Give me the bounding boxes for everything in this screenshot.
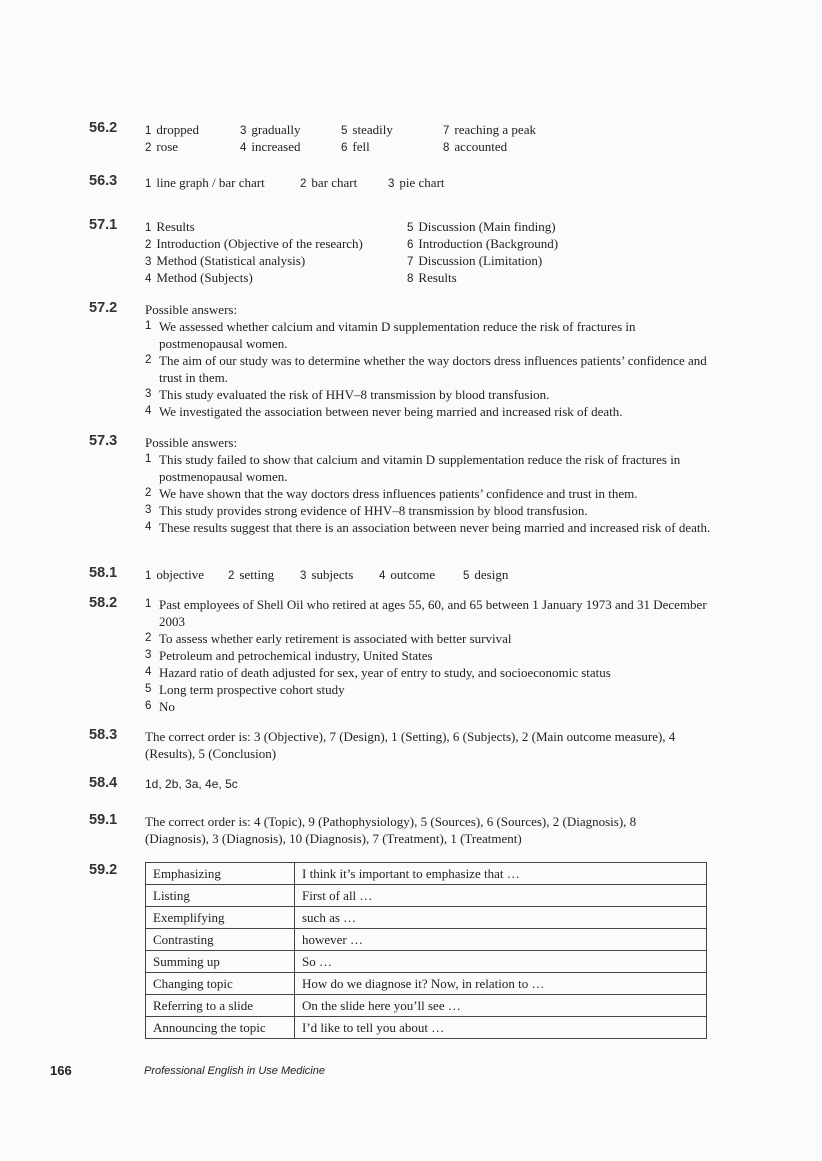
list-item: 1 We assessed whether calcium and vitamin D supplementation reduce the risk of fractures in postmenopausal women. bbox=[145, 319, 636, 351]
answer: 7 Discussion (Limitation) bbox=[407, 253, 543, 268]
answer: 7 reaching a peak bbox=[443, 122, 536, 137]
table-row: Referring to a slide On the slide here you’ll see … bbox=[146, 995, 707, 1017]
phrases-table bbox=[145, 862, 707, 1039]
section-number: 58.1 bbox=[89, 565, 118, 581]
list-item: 2 The aim of our study was to determine whether the way doctors dress influences patients’ confidence and trust in them. bbox=[145, 353, 707, 385]
answer-text: The correct order is: 4 (Topic), 9 (Pathophysiology), 5 (Sources), 6 (Sources), 2 (Diagnosis), 8 (Diagnosis), 3 (Diagnosis), 10 (Diagnosis), 7 (Treatment), 1 (Treatment) bbox=[145, 814, 637, 846]
section-number: 57.1 bbox=[89, 217, 118, 233]
answer: 8 accounted bbox=[443, 139, 508, 154]
section-number: 56.3 bbox=[89, 173, 118, 189]
answer: 4 Method (Subjects) bbox=[145, 270, 253, 285]
table-row: Exemplifying such as … bbox=[146, 907, 707, 929]
answer: 2 rose bbox=[145, 139, 179, 154]
answer: 4 outcome bbox=[379, 567, 436, 582]
answer: 2 setting bbox=[228, 567, 275, 582]
list-item: 3 This study evaluated the risk of HHV–8 transmission by blood transfusion. bbox=[145, 387, 550, 402]
book-title: Professional English in Use Medicine bbox=[144, 1065, 325, 1077]
list-item: 3 This study provides strong evidence of HHV–8 transmission by blood transfusion. bbox=[145, 503, 588, 518]
list-item: 4 We investigated the association between never being married and increased risk of death. bbox=[145, 404, 623, 419]
list-item: 4 Hazard ratio of death adjusted for sex, year of entry to study, and socioeconomic status bbox=[145, 665, 611, 680]
answer-text: The correct order is: 3 (Objective), 7 (Design), 1 (Setting), 6 (Subjects), 2 (Main outcome measure), 4 (Results), 5 (Conclusion) bbox=[145, 729, 676, 761]
section-number: 57.2 bbox=[89, 300, 118, 316]
intro-text: Possible answers: bbox=[145, 302, 238, 317]
answer: 5 design bbox=[463, 567, 509, 582]
answer: 3 pie chart bbox=[388, 175, 445, 190]
list-item: 5 Long term prospective cohort study bbox=[145, 682, 345, 697]
answer: 6 Introduction (Background) bbox=[407, 236, 559, 251]
table-row: Contrasting however … bbox=[146, 929, 707, 951]
table-row: Emphasizing I think it’s important to emphasize that … bbox=[146, 863, 707, 885]
answer: 5 Discussion (Main finding) bbox=[407, 219, 556, 234]
list-item: 1 Past employees of Shell Oil who retired at ages 55, 60, and 65 between 1 January 1973 and 31 December 2003 bbox=[145, 597, 707, 629]
answer: 1 objective bbox=[145, 567, 205, 582]
section-number: 59.1 bbox=[89, 812, 118, 828]
section-number: 59.2 bbox=[89, 862, 118, 878]
answer: 8 Results bbox=[407, 270, 457, 285]
answer-text: 1d, 2b, 3a, 4e, 5c bbox=[145, 777, 238, 791]
table-row: Changing topic How do we diagnose it? Now, in relation to … bbox=[146, 973, 707, 995]
answer: 1 dropped bbox=[145, 122, 200, 137]
table-row: Listing First of all … bbox=[146, 885, 707, 907]
answer: 3 subjects bbox=[300, 567, 354, 582]
section-number: 58.2 bbox=[89, 595, 118, 611]
section-number: 58.3 bbox=[89, 727, 118, 743]
section-number: 56.2 bbox=[89, 120, 118, 136]
list-item: 6 No bbox=[145, 699, 175, 714]
page-number: 166 bbox=[50, 1063, 72, 1078]
answer: 3 gradually bbox=[240, 122, 301, 137]
list-item: 4 These results suggest that there is an association between never being married and increased risk of death. bbox=[145, 520, 711, 535]
answer: 4 increased bbox=[240, 139, 301, 154]
intro-text: Possible answers: bbox=[145, 435, 238, 450]
list-item: 2 To assess whether early retirement is associated with better survival bbox=[145, 631, 512, 646]
answer: 3 Method (Statistical analysis) bbox=[145, 253, 306, 268]
section-number: 58.4 bbox=[89, 775, 118, 791]
table-row: Announcing the topic I’d like to tell you about … bbox=[146, 1017, 707, 1039]
answer: 1 line graph / bar chart bbox=[145, 175, 265, 190]
answer: 2 bar chart bbox=[300, 175, 358, 190]
answer: 5 steadily bbox=[341, 122, 393, 137]
list-item: 2 We have shown that the way doctors dress influences patients’ confidence and trust in them. bbox=[145, 486, 638, 501]
section-number: 57.3 bbox=[89, 433, 118, 449]
table-row: Summing up So … bbox=[146, 951, 707, 973]
answer: 2 Introduction (Objective of the research) bbox=[145, 236, 363, 251]
list-item: 1 This study failed to show that calcium and vitamin D supplementation reduce the risk of fractures in postmenopausal women. bbox=[145, 452, 681, 484]
answer: 1 Results bbox=[145, 219, 195, 234]
answer: 6 fell bbox=[341, 139, 370, 154]
list-item: 3 Petroleum and petrochemical industry, United States bbox=[145, 648, 433, 663]
